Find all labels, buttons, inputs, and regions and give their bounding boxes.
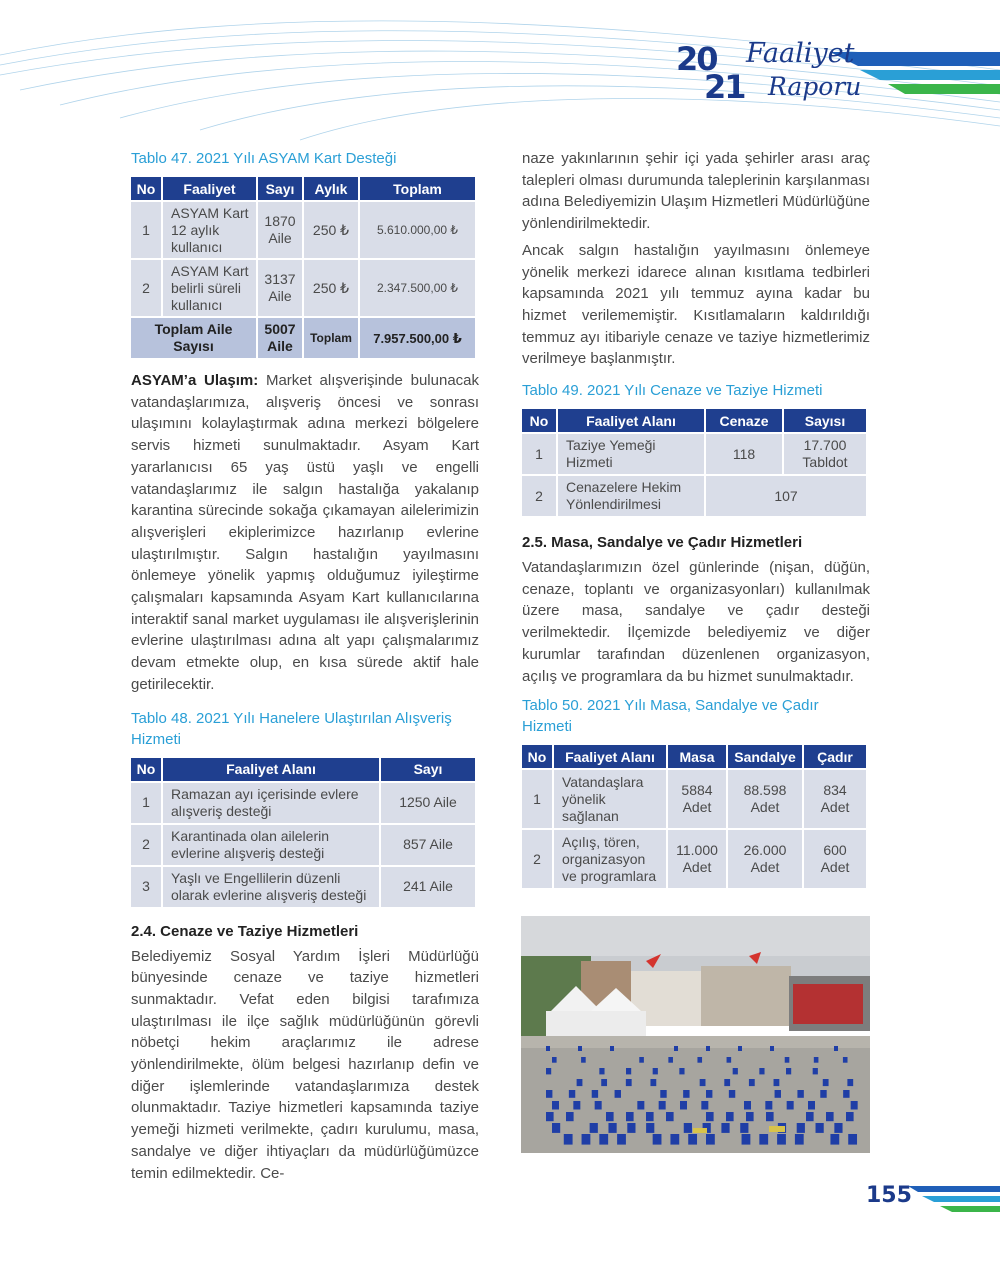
table-row xyxy=(131,825,475,865)
chair-shape xyxy=(738,1046,742,1051)
chair-shape xyxy=(659,1101,666,1110)
chair-shape xyxy=(759,1134,768,1145)
chair-shape xyxy=(830,1134,839,1145)
chair-shape xyxy=(777,1134,786,1145)
chair-shape xyxy=(684,1123,692,1133)
table50-caption: Tablo 50. 2021 Yılı Masa, Sandalye ve Çadır Hizmeti xyxy=(522,697,819,736)
report-logo xyxy=(668,38,862,108)
chair-shape xyxy=(546,1068,551,1074)
table-row xyxy=(522,830,866,888)
table-row xyxy=(131,202,475,258)
chair-shape xyxy=(679,1068,684,1074)
table-cell: 1 xyxy=(131,783,161,823)
chair-shape xyxy=(746,1112,754,1121)
table-row xyxy=(131,867,475,907)
table-cell: 241 Aile xyxy=(381,867,475,907)
chair-shape xyxy=(834,1123,842,1133)
chair-shape xyxy=(573,1101,580,1110)
table-cell: 2 xyxy=(522,476,556,516)
chair-shape xyxy=(626,1079,632,1086)
table-cell: ASYAM Kart belirli süreli kullanıcı xyxy=(163,260,256,316)
chair-shape xyxy=(797,1123,805,1133)
chair-shape xyxy=(697,1057,702,1063)
table-header: No xyxy=(131,177,161,200)
table-header: Faaliyet Alanı xyxy=(163,758,379,781)
section-2-4-text: Belediyemiz Sosyal Yardım İşleri Müdürlüğü bünyesinde cenaze ve taziye hizmetleri sunmaktadır. Vefat eden bilgisi tarafımıza ulaştırılması ile ilçe sağlık müdürlüğünün görevli nöbetçi hekim araçlarımız ile adrese yönlendirilmekte, ölüm belgesi hazırlanıp defin ve diğer işlemlerinde vatandaşlarımıza destek olunmaktadır. Taziye hizmetleri kapsamında taziye yemeği hizmeti verilmekte, çadırı kurulumu, masa, sandalye ve diğer ihtiyaçları da müdürlüğümüzce temin edilmektedir. Ce- xyxy=(131,947,479,1182)
asyam-heading: ASYAM’a Ulaşım: xyxy=(131,372,259,389)
chair-shape xyxy=(701,1101,708,1110)
chair-shape xyxy=(846,1112,854,1121)
chair-shape xyxy=(775,1090,781,1098)
chair-shape xyxy=(552,1057,557,1063)
table-cell: Ramazan ayı içerisinde evlere alışveriş desteği xyxy=(163,783,379,823)
table-cell: 2 xyxy=(522,830,552,888)
chair-shape xyxy=(742,1134,751,1145)
chair-shape xyxy=(670,1134,679,1145)
table-cell: 600 Adet xyxy=(804,830,866,888)
chair-shape xyxy=(785,1057,790,1063)
table-header: Sayı xyxy=(258,177,302,200)
chair-shape xyxy=(566,1112,574,1121)
table-cell: 1250 Aile xyxy=(381,783,475,823)
chair-shape xyxy=(595,1101,602,1110)
chair-shape xyxy=(660,1090,666,1098)
chair-shape xyxy=(843,1057,848,1063)
chair-shape xyxy=(733,1068,738,1074)
table-row xyxy=(522,434,866,474)
chair-shape xyxy=(774,1079,780,1086)
table-cell: 118 xyxy=(706,434,782,474)
table-cell: 2 xyxy=(131,825,161,865)
logo-title-line2: Raporu xyxy=(768,72,862,101)
table-cell: 7.957.500,00 ₺ xyxy=(360,318,475,358)
table-cell: Yaşlı ve Engellilerin düzenli olarak evlerine alışveriş desteği xyxy=(163,867,379,907)
chair-shape xyxy=(578,1046,582,1051)
table-header: Faaliyet Alanı xyxy=(558,409,704,432)
table-header: Sayı xyxy=(381,758,475,781)
chair-shape xyxy=(706,1134,715,1145)
chair-shape xyxy=(552,1123,560,1133)
chair-shape xyxy=(740,1123,748,1133)
table-header: Çadır xyxy=(804,745,866,768)
table49-caption: Tablo 49. 2021 Yılı Cenaze ve Taziye Hizmeti xyxy=(522,382,823,400)
asyam-paragraph xyxy=(131,370,479,696)
chair-shape xyxy=(729,1090,735,1098)
table-cell: 26.000 Adet xyxy=(728,830,802,888)
chair-shape xyxy=(577,1079,583,1086)
section-2-4-title: 2.4. Cenaze ve Taziye Hizmetleri xyxy=(131,922,359,940)
chair-shape xyxy=(706,1112,714,1121)
chair-shape xyxy=(814,1057,819,1063)
table-cell: Açılış, tören, organizasyon ve programlara xyxy=(554,830,666,888)
chair-shape xyxy=(795,1134,804,1145)
chair-shape xyxy=(766,1112,774,1121)
logo-title-line1: Faaliyet xyxy=(746,38,855,69)
table-cell: 1 xyxy=(522,434,556,474)
chair-shape xyxy=(770,1046,774,1051)
table-cell: 11.000 Adet xyxy=(668,830,726,888)
chair-shape xyxy=(727,1057,732,1063)
footer-bars xyxy=(900,1180,1000,1220)
chair-shape xyxy=(726,1112,734,1121)
chair-shape xyxy=(749,1079,755,1086)
chair-shape xyxy=(668,1057,673,1063)
chair-shape xyxy=(601,1079,607,1086)
table49 xyxy=(520,407,868,518)
chair-shape xyxy=(843,1090,849,1098)
section-2-5-title: 2.5. Masa, Sandalye ve Çadır Hizmetleri xyxy=(522,534,803,552)
continued-paragraph: naze yakınlarının şehir içi yada şehirler arası araç talepleri olması durumunda taleplerinin karşılanması adına Belediyemizin Ulaşım Hizmetleri Müdürlüğüne yönlendirilmektedir. xyxy=(522,150,870,233)
chair-shape xyxy=(683,1090,689,1098)
chair-shape xyxy=(552,1101,559,1110)
chair-shape xyxy=(787,1101,794,1110)
table-header: Aylık xyxy=(304,177,358,200)
chair-shape xyxy=(592,1090,598,1098)
table-header: No xyxy=(522,745,552,768)
chair-shape xyxy=(700,1079,706,1086)
event-chairs-photo xyxy=(521,916,870,1153)
chair-shape xyxy=(744,1101,751,1110)
table-total-row xyxy=(131,318,475,358)
chair-shape xyxy=(546,1112,554,1121)
table47 xyxy=(129,175,477,360)
table-cell: Vatandaşlara yönelik sağlanan xyxy=(554,770,666,828)
table-cell: 88.598 Adet xyxy=(728,770,802,828)
table-cell: 5007 Aile xyxy=(258,318,302,358)
table-cell: 2 xyxy=(131,260,161,316)
chair-shape xyxy=(650,1079,656,1086)
table-row xyxy=(522,476,866,516)
table-header: Cenaze xyxy=(706,409,782,432)
table-cell: 834 Adet xyxy=(804,770,866,828)
restriction-paragraph: Ancak salgın hastalığın yayılmasını önlemeye yönelik merkezi idarece alınan kısıtlama tedbirleri kapsamında 2021 yılı temmuz ayına kadar bu hizmet verilememiştir. Kısıtlamaların kaldırıldığı temmuz ayı itibariyle cenaze ve taziye hizmetlerimiz verilmeye başlanmıştır. xyxy=(522,241,870,368)
chair-shape xyxy=(826,1112,834,1121)
page-number: 155 xyxy=(866,1183,912,1208)
chair-shape xyxy=(581,1057,586,1063)
table-header: Masa xyxy=(668,745,726,768)
chair-shape xyxy=(615,1090,621,1098)
chair-shape xyxy=(674,1046,678,1051)
table-cell: ASYAM Kart 12 aylık kullanıcı xyxy=(163,202,256,258)
table-cell: 857 Aile xyxy=(381,825,475,865)
table-cell: 1870 Aile xyxy=(258,202,302,258)
chair-shape xyxy=(706,1046,710,1051)
table-cell: 107 xyxy=(706,476,866,516)
chair-shape xyxy=(610,1046,614,1051)
table-cell: 3137 Aile xyxy=(258,260,302,316)
chair-shape xyxy=(546,1090,552,1098)
table-header: Faaliyet Alanı xyxy=(554,745,666,768)
chair-shape xyxy=(582,1134,591,1145)
table-cell: 1 xyxy=(522,770,552,828)
table-cell: 5884 Adet xyxy=(668,770,726,828)
table-header: Faaliyet xyxy=(163,177,256,200)
table-header: Sayısı xyxy=(784,409,866,432)
chair-shape xyxy=(759,1068,764,1074)
table48 xyxy=(129,756,477,909)
chair-shape xyxy=(646,1112,654,1121)
table47-caption: Tablo 47. 2021 Yılı ASYAM Kart Desteği xyxy=(131,150,397,167)
table50 xyxy=(520,743,868,890)
chair-shape xyxy=(608,1123,616,1133)
chair-shape xyxy=(847,1079,853,1086)
chair-shape xyxy=(786,1068,791,1074)
table-cell: 17.700 Tabldot xyxy=(784,434,866,474)
chair-shape xyxy=(666,1112,674,1121)
table-row xyxy=(522,770,866,828)
chair-shape xyxy=(834,1046,838,1051)
table-header: No xyxy=(131,758,161,781)
table-cell: 250 ₺ xyxy=(304,260,358,316)
table-header: Toplam xyxy=(360,177,475,200)
chair-shape xyxy=(851,1101,858,1110)
table-cell: 3 xyxy=(131,867,161,907)
table-cell: 250 ₺ xyxy=(304,202,358,258)
chair-shape xyxy=(823,1079,829,1086)
chair-shape xyxy=(721,1123,729,1133)
chair-shape xyxy=(806,1112,814,1121)
table-cell: Karantinada olan ailelerin evlerine alışveriş desteği xyxy=(163,825,379,865)
table48-caption: Tablo 48. 2021 Yılı Hanelere Ulaştırılan Alışveriş Hizmeti xyxy=(131,709,452,748)
chair-shape xyxy=(797,1090,803,1098)
chair-shape xyxy=(606,1112,614,1121)
chair-shape xyxy=(808,1101,815,1110)
table-cell: Cenazelere Hekim Yönlendirilmesi xyxy=(558,476,704,516)
chair-shape xyxy=(617,1134,626,1145)
right-column xyxy=(522,148,870,890)
chair-shape xyxy=(653,1068,658,1074)
table-cell: Toplam Aile Sayısı xyxy=(131,318,256,358)
chair-shape xyxy=(639,1057,644,1063)
table-header: Sandalye xyxy=(728,745,802,768)
chair-shape xyxy=(848,1134,857,1145)
section-2-5-text: Vatandaşlarımızın özel günlerinde (nişan, düğün, cenaze, toplantı ve organizasyonları) kullanılmak üzere masa, sandalye ve çadır desteği verilmektedir. İlçemizde belediyemiz ve diğer kurumlar tarafından düzenlenen organizasyon, açılış ve programlara da bu hizmet sunulmaktadır. xyxy=(522,559,870,685)
table-cell: 2.347.500,00 ₺ xyxy=(360,260,475,316)
logo-year-bottom: 21 xyxy=(704,68,745,106)
chair-shape xyxy=(590,1123,598,1133)
table-row xyxy=(131,260,475,316)
table-row xyxy=(131,783,475,823)
table-cell: 5.610.000,00 ₺ xyxy=(360,202,475,258)
table-cell: Toplam xyxy=(304,318,358,358)
chair-shape xyxy=(646,1123,654,1133)
chair-shape xyxy=(564,1134,573,1145)
table-cell: Taziye Yemeği Hizmeti xyxy=(558,434,704,474)
chair-shape xyxy=(813,1068,818,1074)
table-cell: 1 xyxy=(131,202,161,258)
chair-shape xyxy=(680,1101,687,1110)
logo-year-top: 20 xyxy=(676,40,717,78)
chair-shape xyxy=(627,1123,635,1133)
chair-shape xyxy=(626,1112,634,1121)
chair-shape xyxy=(688,1134,697,1145)
chair-shape xyxy=(724,1079,730,1086)
chair-shape xyxy=(765,1101,772,1110)
table-header: No xyxy=(522,409,556,432)
chair-shape xyxy=(706,1090,712,1098)
chair-shape xyxy=(816,1123,824,1133)
chair-shape xyxy=(626,1068,631,1074)
chair-shape xyxy=(653,1134,662,1145)
left-column xyxy=(131,148,479,1184)
chair-shape xyxy=(546,1046,550,1051)
chair-shape xyxy=(599,1134,608,1145)
chair-shape xyxy=(637,1101,644,1110)
chair-shape xyxy=(599,1068,604,1074)
chair-shape xyxy=(820,1090,826,1098)
asyam-text: Market alışverişinde bulunacak vatandaşlarımıza, alışveriş öncesi ve sonrası ulaşımını kolaylaştırmak adına merkezi bölgelere servis hizmeti sunulmaktadır. Asyam Kart yararlanıcısı 65 yaş üstü yaşlı ve engelli vatandaşlarımız ile salgın hastalığa yakalanıp karantina sürecinde sokağa çıkamayan ailelerimizin alışverişleri ekiplerimizce hazırlanıp evlerine ulaştırılmıştır. Salgın hastalığın yayılmasını önlemeye yönelik yapmış olduğumuz iyileştirme çalışmaları kapsamında Asyam Kart kullanıcılarına interaktif sanal market uygulaması ile alışverişlerinin evlerine ulaştırılması adına alt yapı çalışmalarımız devam etmekte olup, en kısa sürede aktif hale getirilecektir. xyxy=(131,372,480,693)
chair-shape xyxy=(569,1090,575,1098)
